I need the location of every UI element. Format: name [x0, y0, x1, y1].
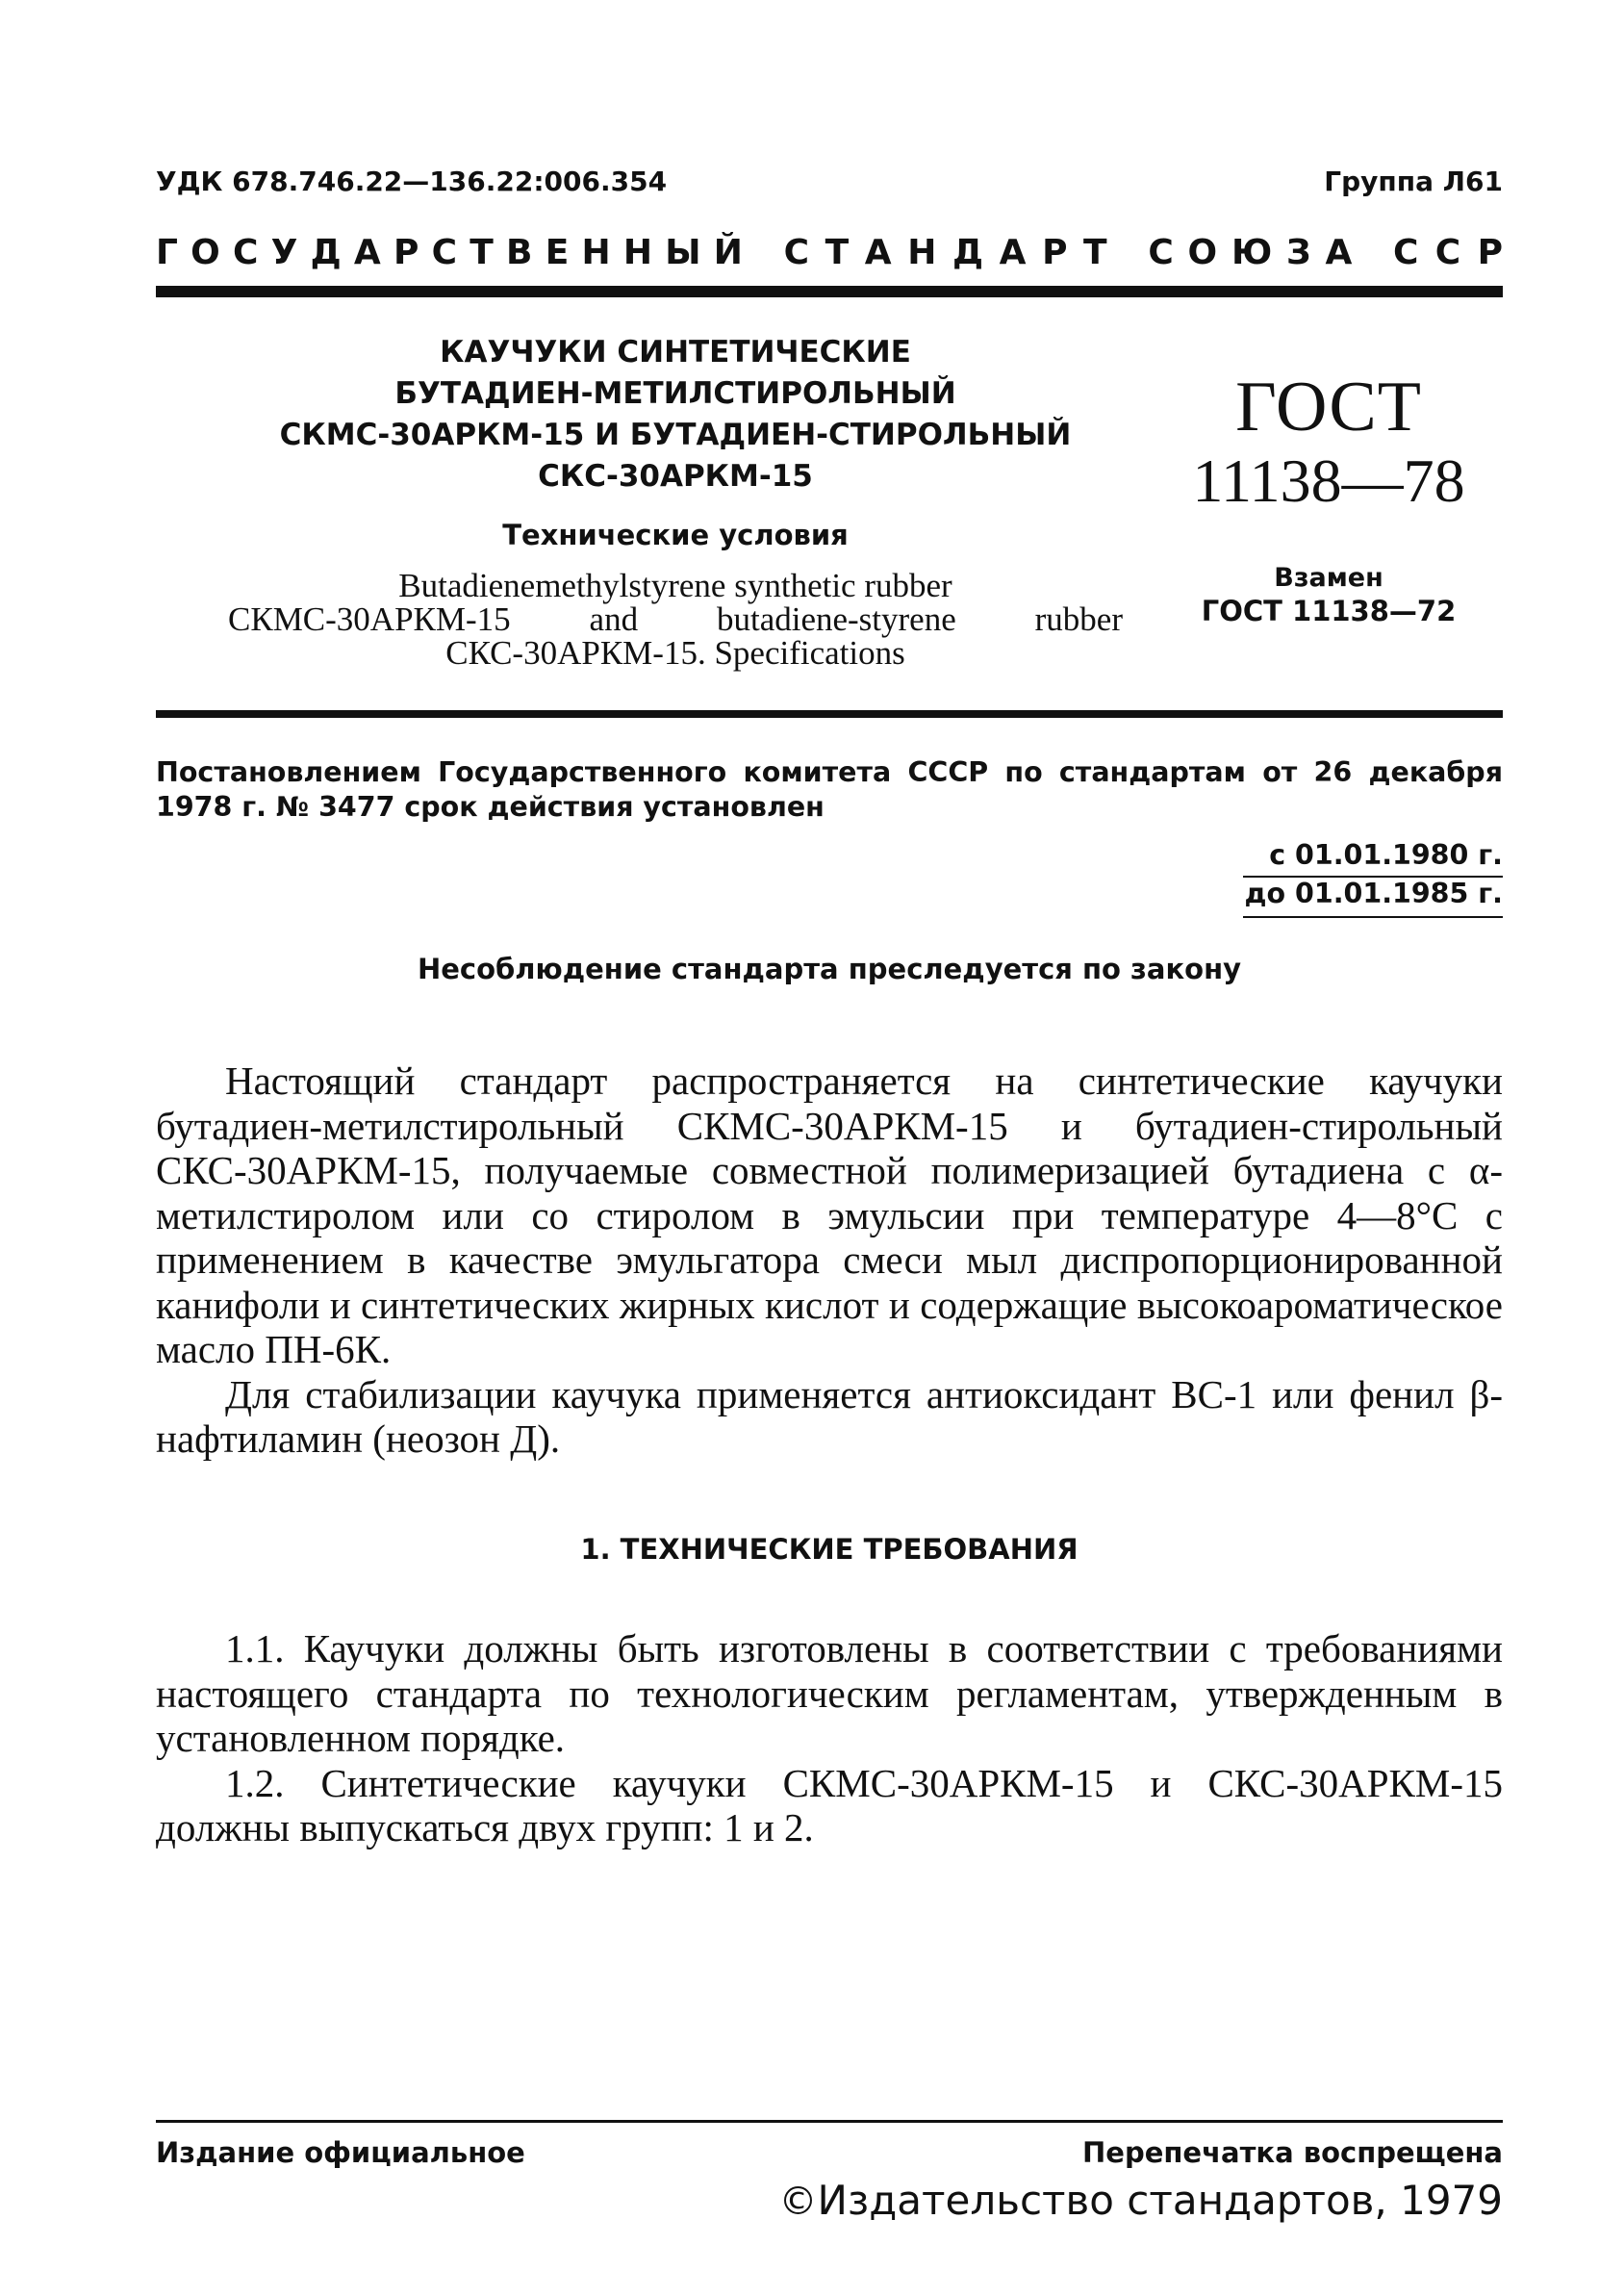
- letter: Н: [622, 233, 653, 272]
- english-title: [156, 569, 1195, 670]
- replaces-label: Взамен: [1274, 563, 1383, 593]
- letter: В: [506, 233, 533, 272]
- gost-designation: [1155, 370, 1503, 627]
- letter: Й: [713, 233, 743, 272]
- letter: А: [1325, 233, 1353, 272]
- valid-from: с 01.01.1980 г.: [1269, 839, 1503, 871]
- state-word-2: [784, 233, 1107, 272]
- copyright: [779, 2177, 1503, 2224]
- letter: Р: [1477, 233, 1503, 272]
- gost-number: 11138—78: [1192, 446, 1465, 515]
- requirement-1-2: 1.2. Синтетические каучуки СКМС-30АРКМ-15 и СКС-30АРКМ-15 должны выпускаться двух групп: 1 и 2.: [156, 1760, 1503, 1850]
- letter: С: [431, 233, 458, 272]
- letter: С: [233, 233, 259, 272]
- replaces-value: ГОСТ 11138—72: [1201, 595, 1457, 627]
- letter: Г: [156, 233, 178, 272]
- spec-type: Технические условия: [502, 519, 849, 551]
- letter: Н: [907, 233, 937, 272]
- letter: С: [1392, 233, 1419, 272]
- letter: Д: [310, 233, 342, 272]
- state-word-3: [1148, 233, 1352, 272]
- copyright-text: Издательство стандартов, 1979: [817, 2177, 1503, 2224]
- edition-label: Издание официальное: [156, 2136, 525, 2169]
- title-line-2: БУТАДИЕН-МЕТИЛСТИРОЛЬНЫЙ: [394, 376, 956, 411]
- english-title-line-3: СКС-30АРКМ-15. Specifications: [445, 634, 905, 672]
- letter: С: [1434, 233, 1461, 272]
- letter: Н: [581, 233, 611, 272]
- letter: Ы: [665, 233, 701, 272]
- state-word-4: [1393, 233, 1503, 272]
- requirement-1-1: 1.1. Каучуки должны быть изготовлены в соответствии с требованиями настоящего стандарта по технологическим регламентам, утвержденным в установленном порядке.: [156, 1626, 1503, 1760]
- title-line-1: КАУЧУКИ СИНТЕТИЧЕСКИЕ: [440, 335, 911, 370]
- intro-paragraph-2: Для стабилизации каучука применяется антиоксидант ВС-1 или фенил β-нафтиламин (неозон Д).: [156, 1371, 1503, 1461]
- intro-paragraph-1: Настоящий стандарт распространяется на синтетические каучуки бутадиен-метилстирольный СКМС-30АРКМ-15 и бутадиен-стирольный СКС-30АРКМ-15, получаемые совместной полимеризацией бутадиена с α-метилстиролом или со стиролом в эмульсии при температуре 4—8°С с применением в качестве эмульгатора смеси мыл диспропорционированной канифоли и синтетических жирных кислот и содержащие высокоароматическое масло ПН-6К.: [156, 1059, 1503, 1371]
- reprint-notice: Перепечатка воспрещена: [1082, 2136, 1503, 2169]
- letter: Т: [1083, 233, 1107, 272]
- resolution-line-1: Постановлением Государственного комитета СССР по стандартам от 26 декабря: [156, 756, 1503, 788]
- english-title-line-2: СКМС-30АРКМ-15 and butadiene-styrene rubber: [228, 600, 1123, 638]
- section-heading: 1. ТЕХНИЧЕСКИЕ ТРЕБОВАНИЯ: [580, 1533, 1079, 1566]
- title-line-3: СКМС-30АРКМ-15 И БУТАДИЕН-СТИРОЛЬНЫЙ: [279, 418, 1072, 452]
- letter: У: [270, 233, 298, 272]
- letter: С: [1148, 233, 1174, 272]
- resolution-line-2: 1978 г. № 3477 срок действия установлен: [156, 791, 825, 823]
- letter: А: [999, 233, 1027, 272]
- group-code: Группа Л61: [1324, 166, 1503, 197]
- letter: Р: [1042, 233, 1068, 272]
- title-line-4: СКС-30АРКМ-15: [538, 459, 813, 494]
- letter: Р: [393, 233, 419, 272]
- english-title-line-1: Butadienemethylstyrene synthetic rubber: [398, 567, 952, 604]
- valid-to: до 01.01.1985 г.: [1244, 878, 1503, 909]
- gost-label: ГОСТ: [1235, 368, 1422, 446]
- copyright-icon: ©: [778, 2180, 818, 2224]
- legal-notice: Несоблюдение стандарта преследуется по закону: [417, 953, 1242, 985]
- header-rule: [156, 286, 1503, 297]
- title-block: [156, 332, 1195, 670]
- technical-requirements: [156, 1626, 1503, 1850]
- letter: Т: [825, 233, 850, 272]
- udk-code: УДК 678.746.22—136.22:006.354: [156, 166, 668, 197]
- footer-rule: [156, 2120, 1503, 2123]
- letter: А: [353, 233, 381, 272]
- introduction: [156, 1059, 1503, 1462]
- letter: С: [783, 233, 810, 272]
- resolution-text: [156, 755, 1503, 825]
- letter: Е: [545, 233, 570, 272]
- letter: З: [1286, 233, 1311, 272]
- letter: О: [190, 233, 220, 272]
- title-rule: [156, 710, 1503, 718]
- letter: А: [864, 233, 892, 272]
- letter: Д: [952, 233, 984, 272]
- letter: Ю: [1231, 233, 1273, 272]
- state-word-1: [156, 233, 743, 272]
- letter: Т: [470, 233, 494, 272]
- state-standard-heading: [156, 233, 1503, 272]
- valid-to-underline: [1243, 916, 1503, 918]
- letter: О: [1187, 233, 1218, 272]
